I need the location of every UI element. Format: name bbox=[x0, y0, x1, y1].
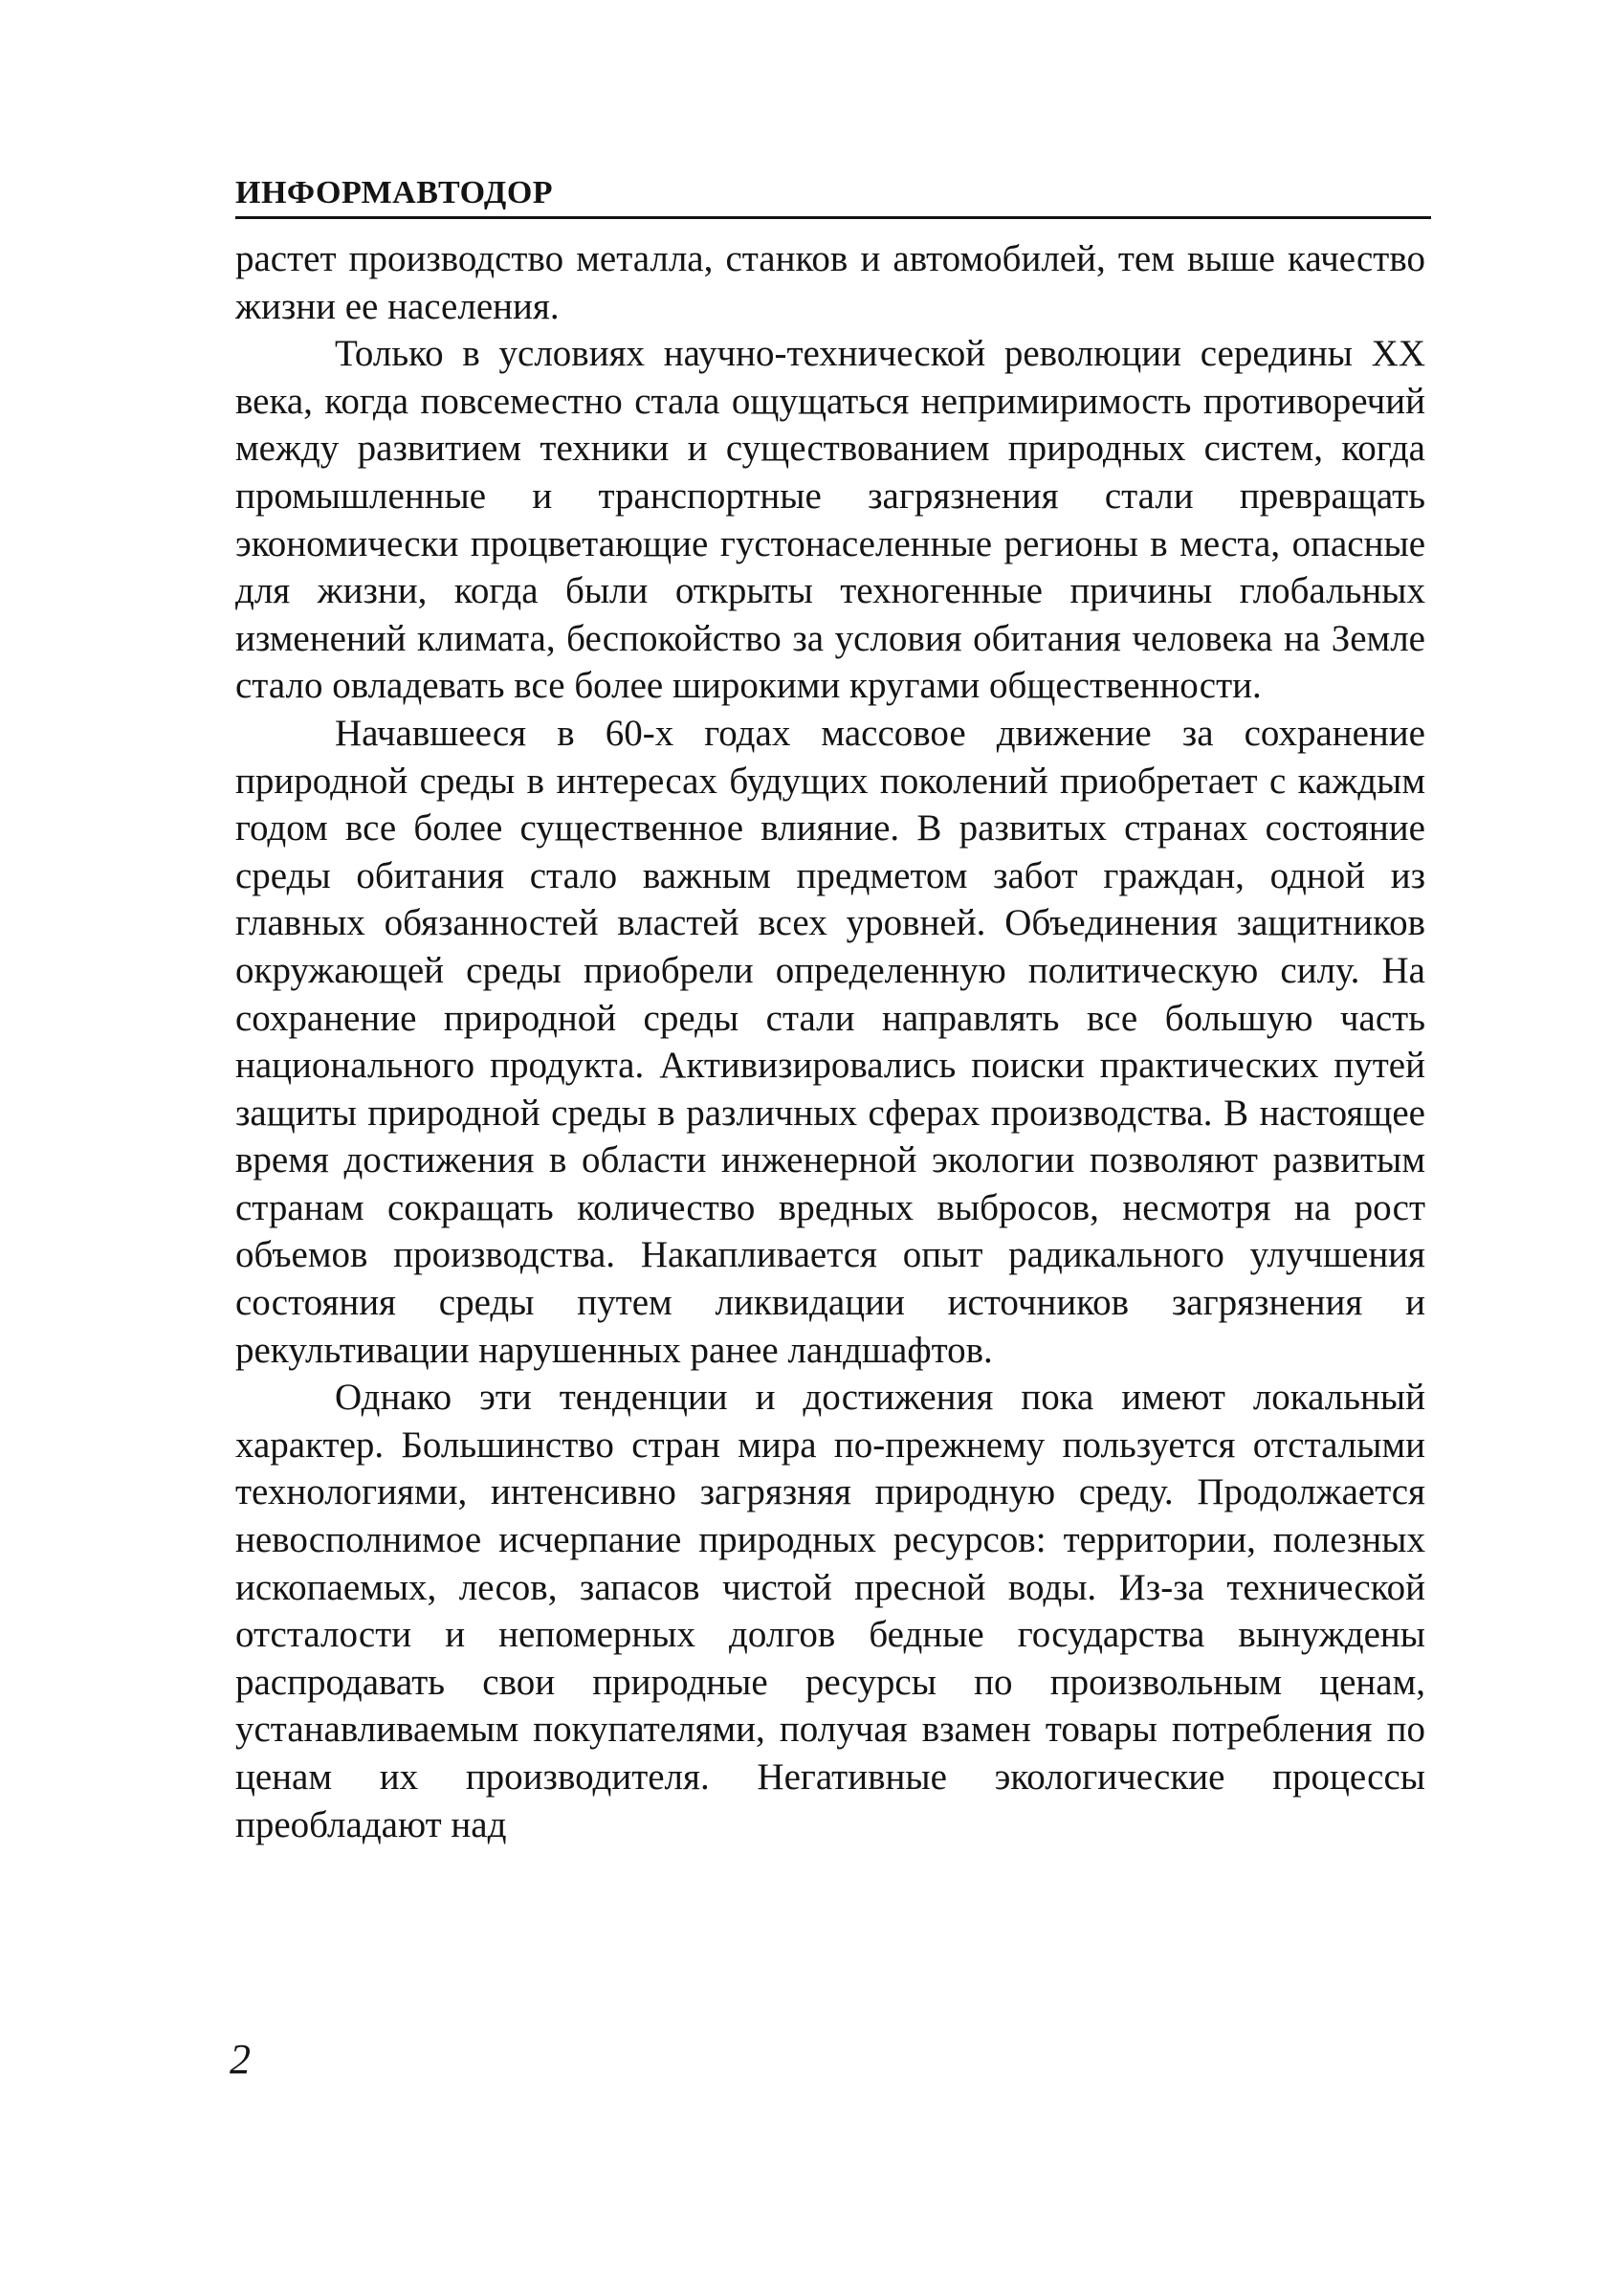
paragraph-environmental-movement: Начавшееся в 60-х годах массовое движение за сохранение природной среды в интересах будущих поколений приобретает с каждым годом все более существенное влияние. В развитых странах состояние среды обитания стало важным предметом забот граждан, одной из главных обязанностей властей всех уровней. Объединения защитников окружающей среды приобрели определенную политическую силу. На сохранение природной среды стали направлять все большую часть национального продукта. Активизировались поиски практических путей защиты природной среды в различных сферах производства. В настоящее время достижения в области инженерной экологии позволяют развитым странам сокращать количество вредных выбросов, несмотря на рост объемов производства. Накапливается опыт радикального улучшения состояния среды путем ликвидации источников загрязнения и рекультивации нарушенных ранее ландшафтов. bbox=[235, 712, 1425, 1371]
header-rule bbox=[235, 216, 1431, 219]
paragraph-local-trends: Однако эти тенденции и достижения пока имеют локальный характер. Большинство стран мира по-прежнему пользуется отсталыми технологиями, интенсивно загрязняя природную среду. Продолжается невосполнимое исчерпание природных ресурсов: территории, полезных ископаемых, лесов, запасов чистой пресной воды. Из-за технической отсталости и непомерных долгов бедные государства вынуждены распродавать свои природные ресурсы по произвольным ценам, устанавливаемым покупателями, получая взамен товары потребления по ценам их производителя. Негативные экологические процессы преобладают над bbox=[235, 1377, 1425, 1845]
page-number: 2 bbox=[230, 2036, 251, 2083]
paragraph-scientific-revolution: Только в условиях научно-технической революции середины XX века, когда повсеместно стала ощущаться непримиримость противоречий между развитием техники и существованием природных систем, когда промышленные и транспортные загрязнения стали превращать экономически процветающие густонаселенные регионы в места, опасные для жизни, когда были открыты техногенные причины глобальных изменений климата, беспокойство за условия обитания человека на Земле стало овладевать все более широкими кругами общественности. bbox=[235, 333, 1425, 707]
paragraph-continuation: растет производство металла, станков и автомобилей, тем выше качество жизни ее населения. bbox=[235, 238, 1425, 327]
running-header bbox=[235, 170, 1431, 220]
body-text bbox=[235, 235, 1425, 1848]
header-title: ИНФОРМАВТОДОР bbox=[235, 175, 554, 210]
